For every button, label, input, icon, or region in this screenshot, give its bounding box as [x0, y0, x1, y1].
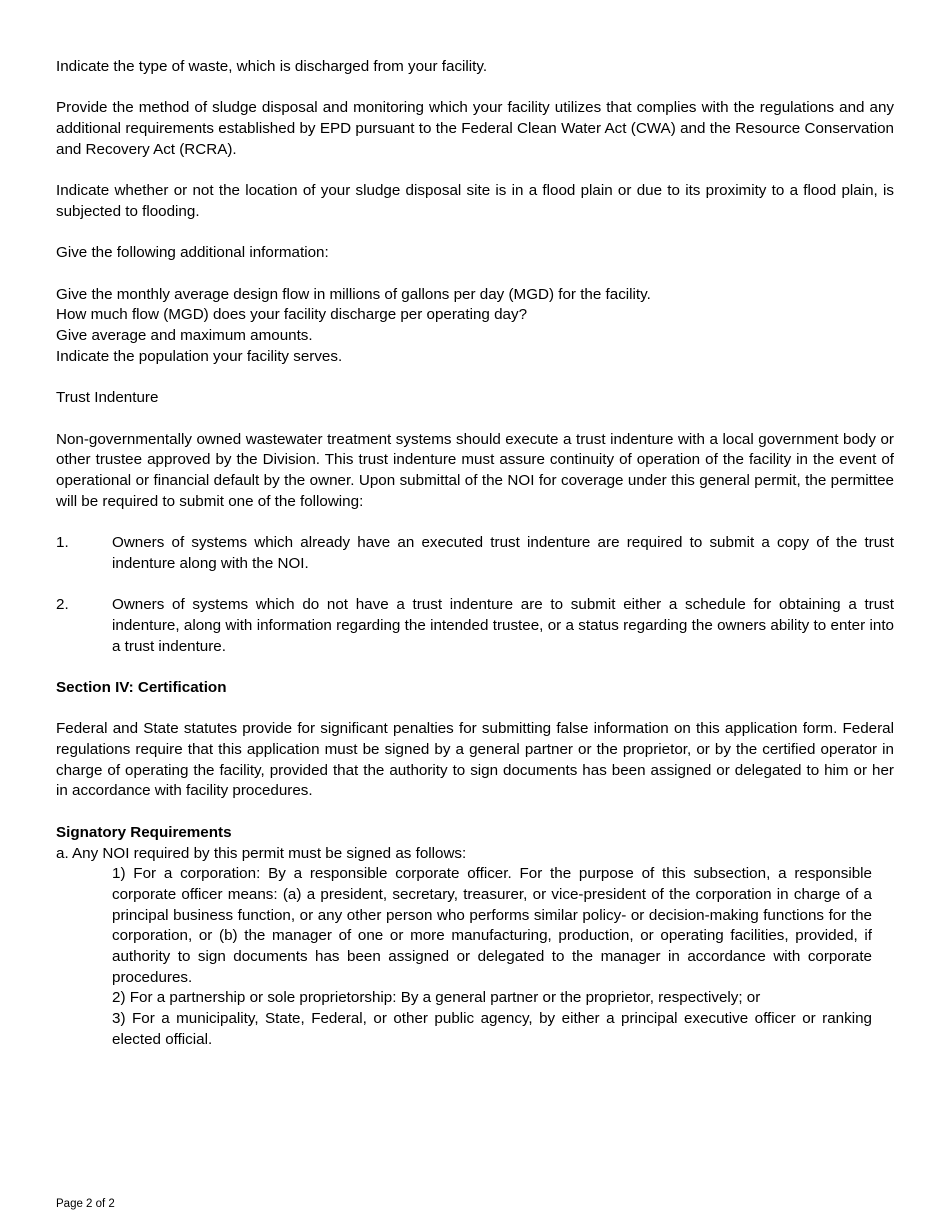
trust-list-item — [56, 595, 894, 657]
discharge-flow-line: How much flow (MGD) does your facility discharge per operating day? — [56, 306, 528, 324]
waste-type-paragraph: Indicate the type of waste, which is discharged from your facility. — [56, 58, 488, 75]
trust-list-item — [56, 533, 894, 574]
list-number: 1. — [56, 534, 69, 552]
signatory-list — [56, 864, 894, 1050]
document-page — [56, 57, 894, 1051]
design-flow-line: Give the monthly average design flow in millions of gallons per day (MGD) for the facility. — [56, 285, 651, 303]
list-number: 2. — [56, 596, 69, 614]
signatory-item: 2) For a partnership or sole proprietorship: By a general partner or the proprietor, respectively; or — [112, 989, 761, 1007]
list-item-text: Owners of systems which do not have a trust indenture are to submit either a schedule for obtaining a trust indenture, along with information regarding the intended trustee, or a status regarding the owners ability to enter into a trust indenture. — [112, 596, 894, 655]
flood-plain-paragraph: Indicate whether or not the location of your sludge disposal site is in a flood plain or due to its proximity to a flood plain, is subjected to flooding. — [56, 182, 894, 220]
trust-indenture-heading: Trust Indenture — [56, 389, 159, 407]
certification-paragraph: Federal and State statutes provide for significant penalties for submitting false information on this application form. Federal regulations require that this application must be signed by a general partner or the proprietor, or by the certified operator in charge of operating the facility, provided that the authority to sign documents has been assigned or delegated to him or her in accordance with facility procedures. — [56, 720, 894, 800]
page-number-footer: Page 2 of 2 — [56, 1198, 115, 1210]
signatory-intro: a. Any NOI required by this permit must be signed as follows: — [56, 844, 467, 862]
additional-info-paragraph: Give the following additional information: — [56, 244, 329, 262]
avg-max-line: Give average and maximum amounts. — [56, 327, 313, 345]
signatory-heading: Signatory Requirements — [56, 823, 232, 841]
certification-heading: Section IV: Certification — [56, 678, 227, 696]
population-line: Indicate the population your facility serves. — [56, 347, 343, 365]
signatory-item: 1) For a corporation: By a responsible corporate officer. For the purpose of this subsection, a responsible corporate officer means: (a) a president, secretary, treasurer, or vice-president of the corporation in charge of a principal business function, or any other person who performs similar policy- or decision-making functions for the corporation, or (b) the manager of one or more manufacturing, production, or operating facilities, provided, if authority to sign documents has been assigned or delegated to the manager in accordance with corporate procedures. — [112, 865, 872, 986]
sludge-disposal-paragraph: Provide the method of sludge disposal and monitoring which your facility utilizes that complies with the regulations and any additional requirements established by EPD pursuant to the Federal Clean Water Act (CWA) and the Resource Conservation and Recovery Act (RCRA). — [56, 99, 894, 158]
list-item-text: Owners of systems which already have an executed trust indenture are required to submit a copy of the trust indenture along with the NOI. — [112, 534, 894, 572]
signatory-item: 3) For a municipality, State, Federal, or other public agency, by either a principal executive officer or ranking elected official. — [112, 1010, 872, 1048]
trust-indenture-intro: Non-governmentally owned wastewater treatment systems should execute a trust indenture with a local government body or other trustee approved by the Division. This trust indenture must assure continuity of operation of the facility in the event of operational or financial default by the owner. Upon submittal of the NOI for coverage under this general permit, the permittee will be required to submit one of the following: — [56, 430, 894, 510]
